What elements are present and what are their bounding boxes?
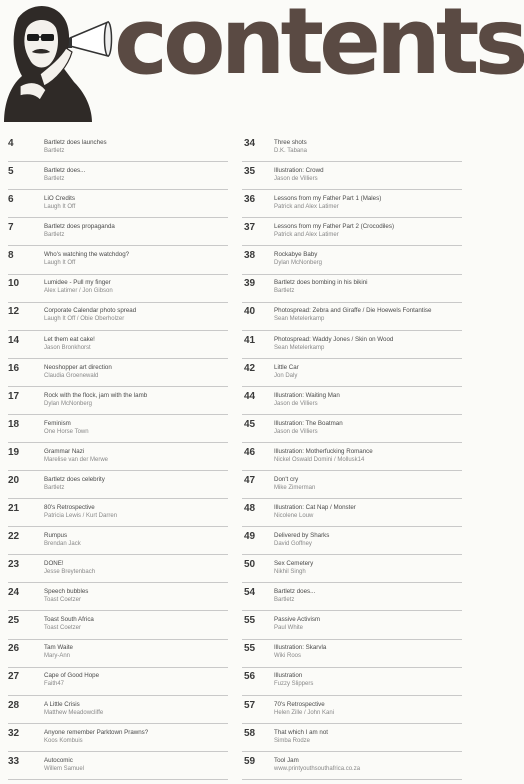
- page-number: 34: [244, 138, 256, 149]
- page-number: 27: [8, 671, 20, 683]
- contents-entry: [8, 250, 228, 274]
- entry-title: Autocomic: [44, 756, 73, 764]
- entry-author: Sean Metelerkamp: [274, 316, 325, 323]
- entry-title: Anyone remember Parktown Prawns?: [44, 728, 149, 736]
- entry-title: Photospread: Waddy Jones / Skin on Wood: [274, 335, 394, 343]
- entry-title: Toast South Africa: [44, 616, 94, 624]
- entry-author: Marelise van der Merwe: [44, 456, 109, 463]
- entry-title: Tam Waite: [44, 644, 73, 652]
- entry-author: Willem Samuel: [44, 765, 85, 772]
- contents-entry: [242, 335, 462, 359]
- entry-author: Laugh It Off: [44, 204, 76, 211]
- page-number: 58: [244, 727, 256, 739]
- contents-entry: [8, 531, 228, 555]
- entry-title: Photospread: Zebra and Giraffe / Die Hoewels Fontantise: [274, 307, 432, 315]
- entry-title: Illustration: Cat Nap / Monster: [274, 504, 356, 512]
- contents-entry: [8, 391, 228, 415]
- entry-author: Patrick and Alex Latimer: [274, 232, 339, 239]
- page-number: 22: [8, 531, 20, 543]
- entry-title: 70's Retrospective: [274, 700, 325, 708]
- page-number: 49: [244, 531, 256, 543]
- entry-author: Bartletz: [44, 232, 65, 239]
- entry-author: D.K. Tabana: [274, 148, 307, 154]
- entry-author: Claudia Groenewald: [44, 372, 99, 379]
- page-number: 10: [8, 278, 20, 290]
- entry-author: Jason de Villiers: [274, 428, 318, 435]
- entry-author: David Goffney: [274, 541, 312, 548]
- entry-title: Delivered by Sharks: [274, 532, 330, 540]
- page-number: 4: [8, 138, 14, 149]
- entry-title: Rumpus: [44, 532, 68, 540]
- contents-entry: [242, 194, 462, 218]
- entry-author: Wiki Roos: [274, 653, 302, 660]
- page-title: contents: [114, 0, 524, 95]
- page-number: 57: [244, 699, 256, 711]
- contents-entry: [8, 643, 228, 667]
- entry-author: Dylan McNonberg: [44, 400, 93, 407]
- page-number: 28: [8, 699, 20, 711]
- page-number: 41: [244, 334, 256, 346]
- entry-author: Nickel Oswald Domini / Mollusk14: [274, 456, 365, 463]
- entry-author: Patrick and Alex Latimer: [274, 204, 339, 211]
- page-number: 8: [8, 250, 14, 262]
- page-number: 33: [8, 755, 20, 767]
- entry-author: Sean Metelerkamp: [274, 344, 325, 351]
- entry-title: Illustration: Crowd: [274, 167, 324, 175]
- contents-entry: [242, 419, 462, 443]
- entry-author: Bartletz: [44, 176, 65, 183]
- page-number: 55: [244, 643, 256, 655]
- contents-entry: [242, 391, 462, 415]
- entry-title: Illustration: [274, 672, 303, 680]
- entry-title: Lumidee - Pull my finger: [44, 279, 111, 287]
- entry-author: Matthew Meadowcliffe: [44, 709, 104, 716]
- entry-author: Faith47: [44, 681, 65, 688]
- page-number: 12: [8, 306, 20, 318]
- contents-entry: [242, 363, 462, 387]
- entry-title: Illustration: Waiting Man: [274, 391, 340, 399]
- page-number: 45: [244, 418, 256, 430]
- page-number: 54: [244, 587, 256, 599]
- entry-title: Grammar Nazi: [44, 447, 85, 455]
- contents-entry: [242, 306, 462, 330]
- entry-author: Toast Coetzer: [44, 597, 82, 604]
- page-number: 5: [8, 166, 14, 178]
- contents-entry: [8, 222, 228, 246]
- entry-author: Koos Kombuis: [44, 737, 83, 744]
- entry-title: Passive Activism: [274, 616, 321, 624]
- entry-author: Nicolene Louw: [274, 513, 314, 520]
- entry-author: Paul White: [274, 625, 304, 632]
- contents-entry: [242, 503, 462, 527]
- page-number: 7: [8, 222, 14, 234]
- entry-title: DONE!: [44, 560, 64, 568]
- contents-entry: [242, 278, 462, 302]
- contents-entry: [8, 419, 228, 443]
- contents-entry: [242, 671, 462, 695]
- contents-entry: [8, 194, 228, 218]
- contents-entry: [8, 728, 228, 752]
- contents-entry: [242, 587, 462, 611]
- page-number: 17: [8, 390, 20, 402]
- contents-entry: [242, 700, 462, 724]
- page-number: 47: [244, 474, 256, 486]
- contents-entry: [242, 222, 462, 246]
- entry-author: Laugh It Off / Obie Oberholzer: [44, 316, 125, 323]
- entry-author: Bartletz: [274, 597, 295, 604]
- contents-entry: [8, 559, 228, 583]
- entry-author: www.printyouthsouthafrica.co.za: [274, 765, 361, 772]
- page-number: 24: [8, 587, 20, 599]
- entry-title: Illustration: Motherfucking Romance: [274, 447, 373, 455]
- page-number: 48: [244, 503, 256, 515]
- entry-author: Jesse Breytenbach: [44, 569, 96, 576]
- page-number: 40: [244, 306, 256, 318]
- entry-title: Lessons from my Father Part 1 (Males): [274, 195, 382, 203]
- contents-entry: [8, 671, 228, 695]
- contents-entry: [242, 138, 462, 162]
- contents-entry: [8, 166, 228, 190]
- entry-title: LiO Credits: [44, 195, 75, 203]
- entry-author: Fuzzy Slippers: [274, 681, 314, 688]
- contents-entry: [8, 278, 228, 302]
- entry-author: Alex Latimer / Jon Gibson: [44, 288, 113, 295]
- entry-title: Who's watching the watchdog?: [44, 251, 130, 259]
- entry-title: Feminism: [44, 419, 71, 427]
- page-number: 59: [244, 755, 256, 767]
- entry-title: Rockabye Baby: [274, 251, 318, 259]
- contents-entry: [8, 587, 228, 611]
- entry-title: Sex Cemetery: [274, 560, 314, 568]
- entry-author: Mary-Ann: [44, 653, 71, 660]
- page-number: 44: [244, 390, 256, 402]
- page-number: 32: [8, 727, 20, 739]
- page-number: 35: [244, 166, 256, 178]
- entry-title: Speech bubbles: [44, 588, 89, 596]
- entry-title: Tool Jam: [274, 756, 299, 764]
- entry-title: Bartletz does bombing in his bikini: [274, 279, 368, 287]
- contents-entry: [8, 615, 228, 639]
- contents-entry: [242, 531, 462, 555]
- contents-entry: [242, 475, 462, 499]
- page-number: 6: [8, 194, 14, 206]
- entry-title: Bartletz does...: [44, 167, 86, 175]
- entry-author: Bartletz: [44, 148, 65, 154]
- entry-title: Little Car: [274, 363, 299, 371]
- entry-title: Illustration: The Boatman: [274, 419, 343, 427]
- contents-right-column: [242, 138, 462, 784]
- entry-author: Bartletz: [44, 484, 65, 491]
- entry-author: Jon Daly: [274, 372, 298, 379]
- entry-author: Bartletz: [274, 288, 295, 295]
- entry-author: Patricia Lewis / Kurt Darren: [44, 513, 118, 520]
- page-number: 26: [8, 643, 20, 655]
- entry-title: Corporate Calendar photo spread: [44, 307, 137, 315]
- entry-title: Neoshopper art direction: [44, 363, 112, 371]
- entry-author: Laugh It Off: [44, 260, 76, 267]
- page-number: 38: [244, 250, 256, 262]
- entry-title: Rock with the flock, jam with the lamb: [44, 391, 148, 399]
- entry-title: Bartletz does...: [274, 588, 316, 596]
- contents-entry: [242, 756, 462, 780]
- contents-entry: [242, 615, 462, 639]
- entry-author: Brendan Jack: [44, 541, 81, 548]
- header: [0, 0, 524, 125]
- page-number: 16: [8, 362, 20, 374]
- page-number: 21: [8, 503, 20, 515]
- entry-title: Bartletz does launches: [44, 139, 107, 146]
- entry-title: Bartletz does propaganda: [44, 223, 115, 231]
- page-number: 36: [244, 194, 256, 206]
- entry-title: Illustration: Skarvla: [274, 644, 327, 652]
- contents-entry: [8, 363, 228, 387]
- entry-author: Simba Rodze: [274, 737, 311, 744]
- entry-title: That which I am not: [274, 728, 328, 736]
- entry-author: Mike Zimerman: [274, 484, 316, 491]
- contents-entry: [242, 559, 462, 583]
- page-number: 39: [244, 278, 256, 290]
- page-number: 46: [244, 446, 256, 458]
- page-number: 19: [8, 446, 20, 458]
- contents-entry: [242, 643, 462, 667]
- contents-entry: [8, 503, 228, 527]
- contents-entry: [242, 447, 462, 471]
- entry-author: Jason Bronkhorst: [44, 344, 91, 351]
- page-number: 14: [8, 334, 20, 346]
- page-number: 18: [8, 418, 20, 430]
- entry-author: Dylan McNonberg: [274, 260, 323, 267]
- entry-author: Toast Coetzer: [44, 625, 82, 632]
- contents-entry: [8, 700, 228, 724]
- contents-entry: [242, 250, 462, 274]
- entry-title: Cape of Good Hope: [44, 672, 100, 680]
- page-number: 23: [8, 559, 20, 571]
- contents-entry: [242, 166, 462, 190]
- entry-author: Nikhil Singh: [274, 569, 306, 576]
- entry-title: Let them eat cake!: [44, 335, 95, 343]
- entry-title: Three shots: [274, 139, 307, 146]
- entry-title: Don't cry: [274, 475, 299, 483]
- entry-author: Jason de Villiers: [274, 400, 318, 407]
- page-number: 20: [8, 474, 20, 486]
- page-number: 50: [244, 559, 256, 571]
- page-number: 56: [244, 671, 256, 683]
- contents-entry: [8, 138, 228, 162]
- entry-title: Bartletz does celebrity: [44, 475, 105, 483]
- page-number: 42: [244, 362, 256, 374]
- contents-entry: [8, 447, 228, 471]
- entry-title: 80's Retrospective: [44, 504, 95, 512]
- entry-author: One Horse Town: [44, 428, 89, 435]
- page-number: 25: [8, 615, 20, 627]
- contents-entry: [242, 728, 462, 752]
- entry-title: A Little Crisis: [44, 700, 80, 708]
- megaphone-man-illustration: [0, 0, 112, 122]
- contents-entry: [8, 335, 228, 359]
- entry-title: Lessons from my Father Part 2 (Crocodiles): [274, 223, 395, 231]
- contents-entry: [8, 756, 228, 780]
- entry-author: Helen Zille / John Kani: [274, 709, 335, 716]
- contents-left-column: [8, 138, 228, 784]
- contents-entry: [8, 475, 228, 499]
- entry-author: Jason de Villiers: [274, 176, 318, 183]
- contents-entry: [8, 306, 228, 330]
- page-number: 37: [244, 222, 256, 234]
- page-number: 55: [244, 615, 256, 627]
